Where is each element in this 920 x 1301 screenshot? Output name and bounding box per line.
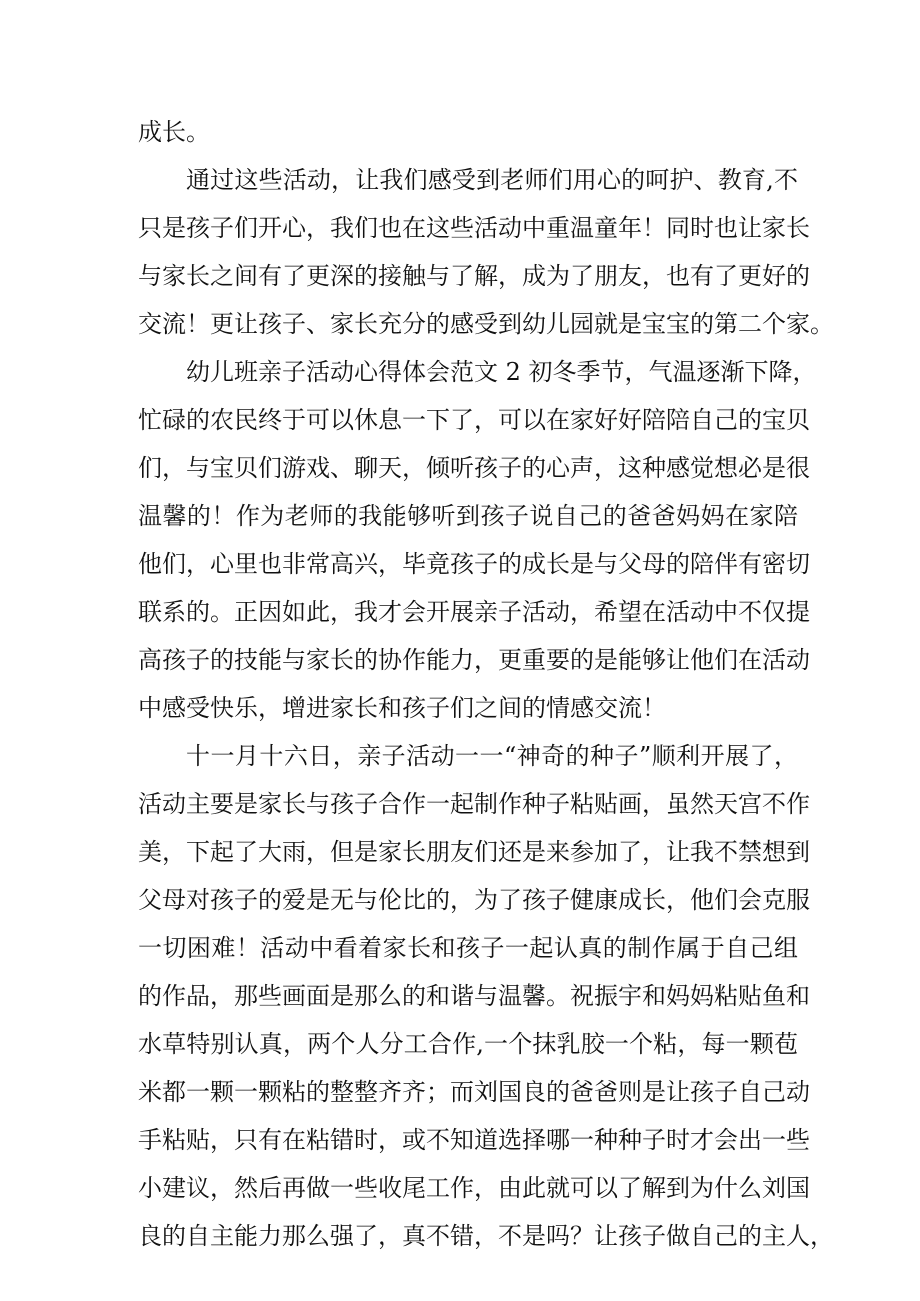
text-line: 良的自主能力那么强了，真不错，不是吗？让孩子做自己的主人，	[138, 1222, 834, 1250]
text-line: 高孩子的技能与家长的协作能力，更重要的是能够让他们在活动	[138, 646, 810, 674]
text-line: 美，下起了大雨，但是家长朋友们还是来参加了，让我不禁想到	[138, 838, 810, 866]
text-line: 们，与宝贝们游戏、聊天，倾听孩子的心声，这种感觉想必是很	[138, 454, 810, 482]
paragraph	[138, 156, 834, 348]
text-line: 交流！更让孩子、家长充分的感受到幼儿园就是宝宝的第二个家。	[138, 310, 834, 338]
text-line: 忙碌的农民终于可以休息一下了，可以在家好好陪陪自己的宝贝	[138, 406, 810, 434]
paragraph	[138, 348, 817, 732]
text-line: 只是孩子们开心，我们也在这些活动中重温童年！同时也让家长	[138, 214, 810, 242]
text-line: 联系的。正因如此，我才会开展亲子活动，希望在活动中不仅提	[138, 598, 810, 626]
text-line: 与家长之间有了更深的接触与了解，成为了朋友，也有了更好的	[138, 262, 810, 290]
text-line: 活动主要是家长与孩子合作一起制作种子粘贴画，虽然天宫不作	[138, 790, 810, 818]
text-line: 十一月十六日，亲子活动一一“神奇的种子”顺利开展了，	[186, 742, 798, 770]
text-line: 通过这些活动，让我们感受到老师们用心的呵护、教育,不	[186, 166, 798, 194]
text-line: 的作品，那些画面是那么的和谐与温馨。祝振宇和妈妈粘贴鱼和	[138, 982, 810, 1010]
text-line: 手粘贴，只有在粘错时，或不知道选择哪一种种子时才会出一些	[138, 1126, 810, 1154]
text-line: 幼儿班亲子活动心得体会范文 2 初冬季节，气温逐渐下降，	[186, 358, 817, 386]
text-line: 温馨的！作为老师的我能够听到孩子说自己的爸爸妈妈在家陪	[138, 502, 798, 530]
text-line: 成长。	[138, 118, 210, 146]
paragraph	[138, 732, 834, 1260]
text-line: 他们，心里也非常高兴，毕竟孩子的成长是与父母的陪伴有密切	[138, 550, 810, 578]
document-body	[138, 108, 834, 1260]
text-line: 水草特别认真，两个人分工合作,一个抹乳胶一个粘，每一颗苞	[138, 1030, 798, 1058]
paragraph	[138, 108, 798, 156]
text-line: 小建议，然后再做一些收尾工作，由此就可以了解到为什么刘国	[138, 1174, 810, 1202]
text-line: 父母对孩子的爱是无与伦比的，为了孩子健康成长，他们会克服	[138, 886, 810, 914]
text-line: 米都一颗一颗粘的整整齐齐；而刘国良的爸爸则是让孩子自己动	[138, 1078, 810, 1106]
text-line: 中感受快乐，增进家长和孩子们之间的情感交流！	[138, 694, 666, 722]
text-line: 一切困难！活动中看着家长和孩子一起认真的制作属于自己组	[138, 934, 798, 962]
